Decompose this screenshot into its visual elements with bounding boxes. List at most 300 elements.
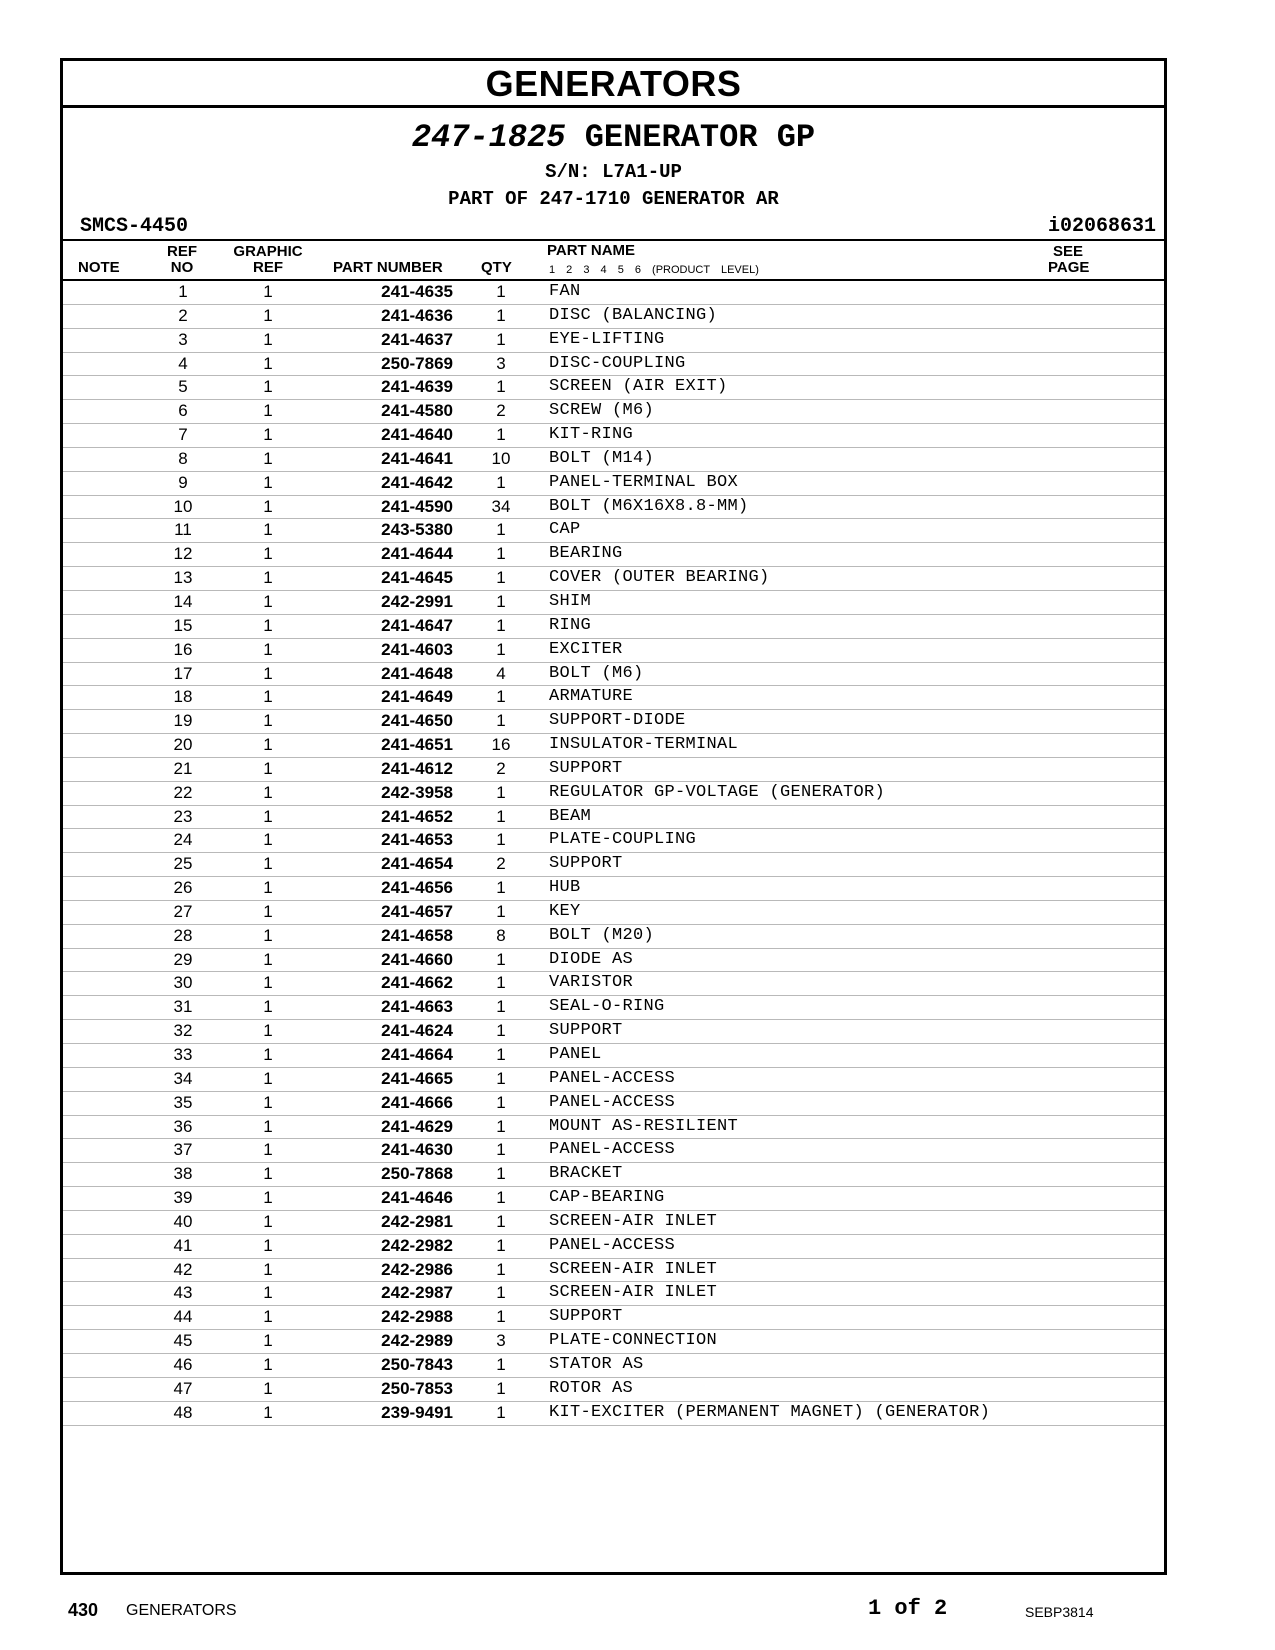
ref-no: 42 — [173, 1259, 193, 1279]
table-row — [63, 1116, 1164, 1140]
graphic-ref: 1 — [263, 663, 273, 683]
part-number: 241-4664 — [381, 1045, 453, 1064]
graphic-ref: 1 — [263, 639, 273, 659]
table-row — [63, 734, 1164, 758]
part-of-assembly: PART OF 247-1710 GENERATOR AR — [448, 188, 779, 210]
part-number: 241-4645 — [381, 568, 453, 588]
quantity: 1 — [496, 1235, 506, 1255]
graphic-ref: 1 — [263, 401, 273, 421]
part-name: SCREEN-AIR INLET — [549, 1211, 718, 1231]
ref-no: 28 — [173, 925, 193, 945]
graphic-ref: 1 — [263, 830, 273, 850]
ref-no: 20 — [173, 735, 193, 755]
ref-no: 21 — [173, 758, 193, 778]
ref-no: 1 — [178, 282, 188, 301]
part-number: 241-4639 — [381, 377, 453, 397]
quantity: 1 — [496, 377, 506, 397]
graphic-ref: 1 — [263, 711, 273, 731]
quantity: 1 — [496, 1283, 506, 1303]
ref-no: 5 — [178, 377, 188, 397]
table-row — [63, 829, 1164, 853]
ref-no: 31 — [173, 997, 193, 1017]
part-name: BOLT (M6X16X8.8-MM) — [549, 496, 749, 516]
graphic-ref: 1 — [263, 615, 273, 635]
ref-no: 11 — [174, 520, 192, 540]
table-row — [63, 448, 1164, 472]
graphic-ref: 1 — [263, 1378, 273, 1398]
ref-no: 27 — [173, 901, 193, 921]
ref-no: 25 — [173, 854, 193, 874]
col-graphic-1: GRAPHIC — [233, 243, 303, 260]
col-qty: QTY — [481, 259, 512, 276]
quantity: 1 — [496, 1140, 506, 1160]
part-name: SCREEN-AIR INLET — [549, 1259, 718, 1279]
ref-no: 30 — [173, 973, 193, 993]
part-number: 241-4660 — [381, 949, 453, 969]
ref-no: 46 — [173, 1354, 193, 1374]
group-name: GENERATOR GP — [584, 119, 816, 156]
part-name: SUPPORT — [549, 1021, 623, 1041]
part-number: 241-4647 — [381, 615, 453, 635]
part-name: CAP — [549, 520, 581, 540]
ref-no: 35 — [173, 1092, 193, 1112]
quantity: 1 — [496, 1378, 506, 1398]
part-number: 241-4580 — [381, 401, 453, 421]
graphic-ref: 1 — [263, 1259, 273, 1279]
graphic-ref: 1 — [263, 1164, 273, 1184]
quantity: 1 — [496, 1354, 506, 1374]
table-row — [63, 972, 1164, 996]
part-name: SCREEN-AIR INLET — [549, 1283, 718, 1303]
part-number: 242-2981 — [381, 1211, 453, 1231]
quantity: 1 — [496, 973, 506, 993]
part-number: 241-4656 — [381, 878, 453, 898]
column-header — [63, 239, 1164, 281]
page-number: 430 — [68, 1600, 99, 1620]
graphic-ref: 1 — [263, 782, 273, 802]
table-row — [63, 615, 1164, 639]
serial-range: S/N: L7A1-UP — [545, 161, 682, 183]
table-row — [63, 1354, 1164, 1378]
quantity: 1 — [496, 1045, 506, 1064]
page-of: 1 of 2 — [868, 1596, 948, 1621]
table-row — [63, 329, 1164, 353]
table-row — [63, 806, 1164, 830]
table-row — [63, 353, 1164, 377]
graphic-ref: 1 — [263, 878, 273, 898]
graphic-ref: 1 — [263, 448, 273, 468]
ref-no: 2 — [178, 305, 188, 325]
part-name: PANEL-ACCESS — [549, 1068, 676, 1088]
part-name: SCREEN (AIR EXIT) — [549, 377, 728, 397]
quantity: 1 — [496, 997, 506, 1017]
illustration-id: i02068631 — [1047, 215, 1156, 238]
part-number: 241-4629 — [381, 1116, 453, 1136]
table-row — [63, 1020, 1164, 1044]
ref-no: 38 — [173, 1164, 193, 1184]
part-number: 242-2986 — [381, 1259, 453, 1279]
graphic-ref: 1 — [263, 1331, 273, 1351]
ref-no: 18 — [173, 687, 193, 707]
table-row — [63, 519, 1164, 543]
quantity: 1 — [496, 901, 506, 921]
graphic-ref: 1 — [263, 1283, 273, 1303]
quantity: 1 — [496, 1116, 506, 1136]
ref-no: 7 — [178, 425, 188, 445]
graphic-ref: 1 — [263, 1354, 273, 1374]
table-row — [63, 472, 1164, 496]
part-name: SCREW (M6) — [549, 401, 655, 421]
ref-no: 10 — [173, 496, 193, 516]
part-number: 241-4650 — [381, 711, 453, 731]
graphic-ref: 1 — [263, 425, 273, 445]
quantity: 1 — [496, 1068, 506, 1088]
part-number: 241-4630 — [381, 1140, 453, 1160]
graphic-ref: 1 — [263, 758, 273, 778]
graphic-ref: 1 — [263, 997, 273, 1017]
part-name: CAP-BEARING — [549, 1188, 665, 1208]
part-name: RING — [549, 615, 592, 635]
part-number: 241-4646 — [381, 1188, 453, 1208]
quantity: 1 — [496, 878, 506, 898]
ref-no: 47 — [173, 1378, 193, 1398]
graphic-ref: 1 — [263, 591, 273, 611]
footer-section: GENERATORS — [126, 1602, 237, 1619]
part-name: SUPPORT — [549, 1307, 623, 1327]
graphic-ref: 1 — [263, 282, 273, 301]
col-graphic-2: REF — [253, 259, 283, 276]
graphic-ref: 1 — [263, 901, 273, 921]
graphic-ref: 1 — [263, 1211, 273, 1231]
part-name: PANEL-ACCESS — [549, 1235, 676, 1255]
graphic-ref: 1 — [263, 544, 273, 564]
quantity: 1 — [496, 1211, 506, 1231]
graphic-ref: 1 — [263, 1092, 273, 1112]
part-name: BOLT (M6) — [549, 663, 644, 683]
graphic-ref: 1 — [263, 1045, 273, 1064]
quantity: 1 — [496, 615, 506, 635]
table-row — [63, 710, 1164, 734]
ref-no: 4 — [178, 353, 188, 373]
part-number: 250-7853 — [381, 1378, 453, 1398]
graphic-ref: 1 — [263, 496, 273, 516]
part-name: COVER (OUTER BEARING) — [549, 568, 770, 588]
part-name: BOLT (M14) — [549, 448, 655, 468]
ref-no: 23 — [173, 806, 193, 826]
group-title — [63, 118, 1164, 158]
ref-no: 14 — [173, 591, 193, 611]
graphic-ref: 1 — [263, 925, 273, 945]
part-number: 250-7869 — [381, 353, 453, 373]
table-row — [63, 1259, 1164, 1283]
graphic-ref: 1 — [263, 687, 273, 707]
graphic-ref: 1 — [263, 973, 273, 993]
graphic-ref: 1 — [263, 735, 273, 755]
col-ref-1: REF — [167, 243, 197, 260]
part-name: STATOR AS — [549, 1354, 644, 1374]
part-name: BEARING — [549, 544, 623, 564]
part-number: 241-4636 — [381, 305, 453, 325]
ref-no: 9 — [178, 472, 188, 492]
quantity: 1 — [496, 1188, 506, 1208]
graphic-ref: 1 — [263, 472, 273, 492]
part-number: 241-4635 — [381, 282, 453, 301]
part-name: EXCITER — [549, 639, 623, 659]
part-name: BEAM — [549, 806, 592, 826]
part-name: SUPPORT — [549, 758, 623, 778]
ref-no: 29 — [173, 949, 193, 969]
quantity: 10 — [491, 448, 511, 468]
ref-no: 48 — [173, 1402, 193, 1422]
quantity: 3 — [496, 1331, 506, 1351]
table-row — [63, 663, 1164, 687]
quantity: 1 — [496, 472, 506, 492]
document-id: SEBP3814 — [1025, 1604, 1094, 1620]
code-line — [63, 211, 1164, 239]
col-product-levels: 1 2 3 4 5 6 (PRODUCT LEVEL) — [549, 264, 759, 276]
page-footer — [0, 1596, 1275, 1626]
part-name: ARMATURE — [549, 687, 634, 707]
part-number: 241-4590 — [381, 496, 453, 516]
table-row — [63, 591, 1164, 615]
graphic-ref: 1 — [263, 1307, 273, 1327]
graphic-ref: 1 — [263, 568, 273, 588]
group-part-number: 247-1825 — [411, 119, 566, 156]
quantity: 1 — [496, 425, 506, 445]
quantity: 1 — [496, 711, 506, 731]
quantity: 1 — [496, 639, 506, 659]
table-row — [63, 1378, 1164, 1402]
quantity: 1 — [496, 520, 506, 540]
part-name: DIODE AS — [549, 949, 634, 969]
table-row — [63, 305, 1164, 329]
table-row — [63, 901, 1164, 925]
table-row — [63, 1187, 1164, 1211]
quantity: 16 — [491, 735, 511, 755]
graphic-ref: 1 — [263, 1235, 273, 1255]
table-row — [63, 639, 1164, 663]
part-name: VARISTOR — [549, 973, 634, 993]
ref-no: 15 — [173, 615, 193, 635]
graphic-ref: 1 — [263, 520, 273, 540]
ref-no: 39 — [173, 1188, 193, 1208]
part-number: 242-2987 — [381, 1283, 453, 1303]
part-number: 241-4641 — [381, 448, 453, 468]
table-row — [63, 1092, 1164, 1116]
part-name: DISC-COUPLING — [549, 353, 686, 373]
quantity: 1 — [496, 1307, 506, 1327]
part-name: HUB — [549, 878, 581, 898]
ref-no: 13 — [173, 568, 193, 588]
graphic-ref: 1 — [263, 1068, 273, 1088]
ref-no: 24 — [173, 830, 193, 850]
ref-no: 16 — [173, 639, 193, 659]
quantity: 1 — [496, 949, 506, 969]
quantity: 1 — [496, 305, 506, 325]
ref-no: 17 — [173, 663, 193, 683]
table-row — [63, 758, 1164, 782]
quantity: 1 — [496, 1092, 506, 1112]
quantity: 1 — [496, 1164, 506, 1184]
part-number: 241-4624 — [381, 1021, 453, 1041]
table-row — [63, 424, 1164, 448]
part-number: 243-5380 — [381, 520, 453, 540]
quantity: 1 — [496, 1021, 506, 1041]
graphic-ref: 1 — [263, 353, 273, 373]
part-number: 241-4644 — [381, 544, 453, 564]
ref-no: 26 — [173, 878, 193, 898]
part-number: 242-2988 — [381, 1307, 453, 1327]
group-header — [63, 118, 1164, 211]
table-row — [63, 496, 1164, 520]
part-number: 241-4653 — [381, 830, 453, 850]
part-number: 241-4654 — [381, 854, 453, 874]
part-number: 241-4642 — [381, 472, 453, 492]
part-number: 241-4649 — [381, 687, 453, 707]
graphic-ref: 1 — [263, 1402, 273, 1422]
quantity: 2 — [496, 758, 506, 778]
quantity: 1 — [496, 591, 506, 611]
ref-no: 6 — [178, 401, 188, 421]
part-name: SHIM — [549, 591, 592, 611]
ref-no: 40 — [173, 1211, 193, 1231]
ref-no: 36 — [173, 1116, 193, 1136]
table-row — [63, 1235, 1164, 1259]
col-part-number: PART NUMBER — [333, 259, 443, 276]
table-row — [63, 281, 1164, 305]
col-see-1: SEE — [1052, 243, 1083, 260]
part-name: KIT-EXCITER (PERMANENT MAGNET) (GENERATOR) — [549, 1402, 991, 1422]
part-number: 241-4658 — [381, 925, 453, 945]
quantity: 1 — [496, 282, 506, 301]
quantity: 34 — [491, 496, 511, 516]
ref-no: 34 — [173, 1068, 193, 1088]
table-row — [63, 949, 1164, 973]
table-row — [63, 1306, 1164, 1330]
part-name: KIT-RING — [549, 425, 634, 445]
graphic-ref: 1 — [263, 329, 273, 349]
ref-no: 22 — [173, 782, 193, 802]
graphic-ref: 1 — [263, 1116, 273, 1136]
quantity: 1 — [496, 806, 506, 826]
quantity: 1 — [496, 1259, 506, 1279]
table-row — [63, 400, 1164, 424]
quantity: 1 — [496, 782, 506, 802]
table-row — [63, 877, 1164, 901]
graphic-ref: 1 — [263, 949, 273, 969]
col-part-name: PART NAME — [547, 242, 636, 259]
table-row — [63, 567, 1164, 591]
quantity: 1 — [496, 1402, 506, 1422]
ref-no: 12 — [173, 544, 193, 564]
quantity: 3 — [496, 353, 506, 373]
ref-no: 43 — [173, 1283, 193, 1303]
table-row — [63, 1330, 1164, 1354]
part-number: 242-3958 — [381, 782, 453, 802]
part-name: INSULATOR-TERMINAL — [549, 735, 739, 755]
quantity: 2 — [496, 401, 506, 421]
part-number: 241-4666 — [381, 1092, 453, 1112]
table-row — [63, 782, 1164, 806]
part-name: BRACKET — [549, 1164, 623, 1184]
ref-no: 45 — [173, 1331, 193, 1351]
part-number: 241-4657 — [381, 901, 453, 921]
table-row — [63, 996, 1164, 1020]
ref-no: 8 — [178, 448, 188, 468]
quantity: 1 — [496, 329, 506, 349]
quantity: 8 — [496, 925, 506, 945]
part-name: EYE-LIFTING — [549, 329, 665, 349]
quantity: 1 — [496, 544, 506, 564]
part-name: PANEL — [549, 1045, 602, 1064]
col-ref-2: NO — [170, 259, 194, 276]
quantity: 4 — [496, 663, 506, 683]
part-name: ROTOR AS — [549, 1378, 634, 1398]
part-number: 241-4640 — [381, 425, 453, 445]
ref-no: 41 — [173, 1235, 193, 1255]
part-number: 242-2991 — [381, 591, 453, 611]
graphic-ref: 1 — [263, 1140, 273, 1160]
graphic-ref: 1 — [263, 377, 273, 397]
table-row — [63, 1044, 1164, 1068]
ref-no: 19 — [173, 711, 193, 731]
part-number: 241-4648 — [381, 663, 453, 683]
table-row — [63, 376, 1164, 400]
graphic-ref: 1 — [263, 1188, 273, 1208]
part-name: FAN — [549, 282, 581, 301]
part-number: 250-7868 — [381, 1164, 453, 1184]
graphic-ref: 1 — [263, 305, 273, 325]
part-name: MOUNT AS-RESILIENT — [549, 1116, 739, 1136]
part-number: 241-4651 — [381, 735, 453, 755]
ref-no: 33 — [173, 1045, 193, 1064]
part-name: SEAL-O-RING — [549, 997, 665, 1017]
parts-list-frame — [60, 58, 1167, 1575]
graphic-ref: 1 — [263, 854, 273, 874]
part-name: PANEL-ACCESS — [549, 1140, 676, 1160]
part-number: 242-2989 — [381, 1331, 453, 1351]
table-row — [63, 1139, 1164, 1163]
part-name: DISC (BALANCING) — [549, 305, 718, 325]
table-row — [63, 1211, 1164, 1235]
quantity: 2 — [496, 854, 506, 874]
quantity: 1 — [496, 568, 506, 588]
col-note: NOTE — [78, 259, 120, 276]
part-number: 241-4637 — [381, 329, 453, 349]
part-number: 242-2982 — [381, 1235, 453, 1255]
part-name: SUPPORT — [549, 854, 623, 874]
part-number: 239-9491 — [381, 1402, 453, 1422]
parts-table-body — [63, 281, 1164, 1426]
section-title: GENERATORS — [63, 61, 1164, 108]
table-row — [63, 1163, 1164, 1187]
part-number: 241-4662 — [381, 973, 453, 993]
table-row — [63, 1282, 1164, 1306]
part-name: PLATE-COUPLING — [549, 830, 697, 850]
table-row — [63, 543, 1164, 567]
part-name: PANEL-TERMINAL BOX — [549, 472, 739, 492]
table-row — [63, 686, 1164, 710]
part-number: 241-4665 — [381, 1068, 453, 1088]
part-number: 241-4612 — [381, 758, 453, 778]
part-number: 241-4663 — [381, 997, 453, 1017]
part-name: SUPPORT-DIODE — [549, 711, 686, 731]
part-number: 241-4652 — [381, 806, 453, 826]
col-see-2: PAGE — [1048, 259, 1090, 276]
ref-no: 44 — [173, 1307, 193, 1327]
part-name: PLATE-CONNECTION — [549, 1331, 718, 1351]
ref-no: 3 — [178, 329, 188, 349]
